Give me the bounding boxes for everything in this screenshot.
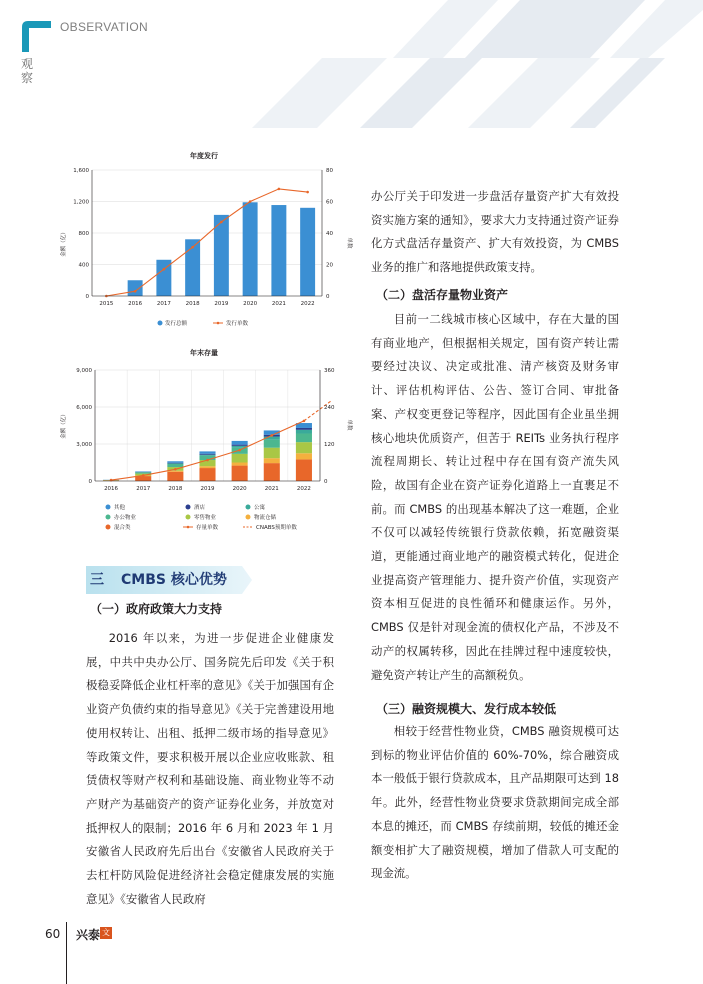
- line-point: [238, 449, 241, 452]
- stacked-bar-segment: [296, 459, 312, 481]
- x-tick-label: 2019: [214, 301, 228, 307]
- stacked-bar-segment: [167, 464, 183, 467]
- legend-swatch: [186, 515, 191, 520]
- y-tick-label-right: 0: [326, 294, 330, 300]
- stacked-bar-segment: [167, 463, 183, 464]
- y-tick-label-right: 240: [324, 405, 335, 411]
- x-tick-label: 2021: [272, 301, 286, 307]
- stacked-bar-segment: [167, 461, 183, 462]
- stacked-bar-segment: [296, 442, 312, 453]
- section-title: CMBS 核心优势: [121, 569, 227, 589]
- chart2-ylabel-left: 金额（亿）: [60, 411, 67, 439]
- legend-label: 混合类: [114, 523, 131, 531]
- stacked-bar-segment: [167, 472, 183, 481]
- right-column-body-2: [371, 308, 619, 687]
- y-tick-label-left: 0: [86, 294, 90, 300]
- chart2-ylabel-right: 单数: [346, 419, 354, 431]
- right-column-body-3: [371, 720, 619, 886]
- y-tick-label-right: 80: [326, 168, 333, 174]
- bar: [243, 202, 258, 296]
- left-column-body: [86, 627, 334, 911]
- stacked-bar-segment: [199, 466, 215, 468]
- stacked-bar-segment: [264, 448, 280, 458]
- line-point: [134, 290, 137, 293]
- legend-label: CNABS预期单数: [256, 523, 297, 531]
- stacked-bar-segment: [296, 428, 312, 430]
- brand-seal-icon: 文: [100, 927, 112, 939]
- legend-label: 零售物业: [194, 513, 217, 521]
- section-vertical-label: 观察: [21, 57, 35, 85]
- y-tick-label-left: 1,200: [73, 200, 89, 206]
- stacked-bar-segment: [264, 463, 280, 481]
- x-tick-label: 2016: [104, 486, 118, 492]
- y-tick-label-left: 400: [79, 263, 90, 269]
- legend-label: 酒店: [194, 503, 206, 511]
- legend-swatch: [106, 505, 111, 510]
- paragraph: 目前一二线城市核心区域中，存在大量的国有商业地产，但根据相关规定，国有资产转让需要经过决议、决定或批准、清产核资及财务审计、评估机构评估、公告、签订合同、审批备案、产权变更登记等程序，因此国有企业虽坐拥核心地块优质资产，但苦于 REITs 业务执行程序流程周期长、转让过程中存在国有资产流失风险，故国有企业在资产证券化道路上一直裹足不前。而 CMBS 的出现基本解决了这一难题，企业不仅可以减轻传统银行贷款依赖，拓宽融资渠道，更能通过商业地产的融资模式转化，促进企业提高资产管理能力、提升资产价值，实现资产资本相互促进的良性循环和健康运作。另外，CMBS 仅是针对现金流的债权化产品，不涉及不动产的权属转移，因此在挂牌过程中速度较快，避免资产转让产生的高额税负。: [371, 308, 619, 687]
- paragraph: 2016 年以来，为进一步促进企业健康发展，中共中央办公厅、国务院先后印发《关于积极稳妥降低企业杠杆率的意见》《关于加强国有企业资产负债约束的指导意见》《关于完善建设用地使用权转让、出租、抵押二级市场的指导意见》等政策文件，要求积极开展以企业应收账款、租赁债权等财产权利和基础设施、商业物业等不动产财产为基础资产的资产证券化业务，并放宽对抵押权人的限制；2016 年 6 月和 2023 年 1 月安徽省人民政府先后出台《安徽省人民政府关于去杠杆防风险促进经济社会稳定健康发展的实施意见》《安徽省人民政府: [86, 627, 334, 911]
- stacked-bar-segment: [199, 455, 215, 456]
- x-tick-label: 2022: [297, 486, 311, 492]
- legend-label: 存量单数: [196, 523, 219, 531]
- stacked-bar-segment: [232, 466, 248, 481]
- y-tick-label-left: 6,000: [76, 405, 92, 411]
- stacked-bar-segment: [296, 430, 312, 434]
- brand-logo: 兴泰: [76, 926, 100, 943]
- x-tick-label: 2022: [301, 301, 315, 307]
- paragraph: 相较于经营性物业贷，CMBS 融资规模可达到标的物业评估价值的 60%-70%，综合融资成本一般低于银行贷款成本，且产品期限可达到 18 年。此外，经营性物业贷要求贷款期间完成全部本息的摊还，而 CMBS 存续前期，较低的摊还金额变相扩大了融资规模，增加了借款人可支配的现金流。: [371, 720, 619, 886]
- legend-label: 物流仓储: [254, 513, 277, 521]
- stacked-bar-segment: [264, 440, 280, 448]
- right-column-top: [371, 185, 619, 280]
- chart1-title: 年度发行: [190, 151, 218, 160]
- line-point: [142, 474, 145, 477]
- x-tick-label: 2020: [233, 486, 247, 492]
- legend-label: 发行总额: [165, 319, 188, 327]
- stacked-bar-segment: [167, 463, 183, 464]
- paragraph: 办公厅关于印发进一步盘活存量资产扩大有效投资实施方案的通知》，要求大力支持通过资产证券化方式盘活存量资产、扩大有效投资，为 CMBS 业务的推广和落地提供政策支持。: [371, 185, 619, 280]
- y-tick-label-right: 0: [324, 479, 328, 485]
- legend-label: 其他: [114, 503, 126, 511]
- bar: [271, 205, 286, 296]
- line-point: [306, 191, 309, 194]
- x-tick-label: 2017: [157, 301, 171, 307]
- legend-label: 公寓: [254, 503, 266, 511]
- legend-label: 发行单数: [226, 319, 249, 327]
- stacked-bar-segment: [199, 451, 215, 453]
- subheading-financing-scale: （三）融资规模大、发行成本较低: [376, 700, 556, 717]
- stacked-bar-segment: [296, 453, 312, 459]
- chart2-title: 年末存量: [190, 348, 218, 357]
- footer-divider: [66, 922, 67, 984]
- bar: [300, 208, 315, 296]
- legend-swatch: [186, 505, 191, 510]
- legend-swatch: [246, 515, 251, 520]
- line-point: [249, 200, 252, 203]
- stacked-bar-segment: [296, 434, 312, 443]
- page-number: 60: [45, 927, 60, 941]
- stacked-bar-segment: [232, 445, 248, 446]
- line-point: [270, 434, 273, 437]
- subheading-policy-support: （一）政府政策大力支持: [90, 600, 222, 617]
- y-tick-label-right: 360: [324, 368, 335, 374]
- legend-swatch: [106, 525, 111, 530]
- line-point: [278, 188, 281, 191]
- section-header-label: OBSERVATION: [60, 20, 148, 34]
- line-point: [220, 221, 223, 224]
- legend-swatch: [106, 515, 111, 520]
- stacked-bar-segment: [264, 458, 280, 463]
- x-tick-label: 2019: [201, 486, 215, 492]
- line-point: [191, 246, 194, 249]
- y-tick-label-right: 60: [326, 200, 333, 206]
- x-tick-label: 2017: [136, 486, 150, 492]
- year-end-stock-chart: [60, 345, 360, 545]
- line-point: [206, 459, 209, 462]
- annual-issuance-chart: [60, 148, 360, 333]
- decorative-parallelograms: [220, 0, 703, 130]
- legend-swatch: [158, 321, 163, 326]
- y-tick-label-left: 800: [79, 231, 90, 237]
- line-point: [163, 268, 166, 271]
- x-tick-label: 2020: [243, 301, 257, 307]
- section-number: 三: [90, 569, 104, 589]
- x-tick-label: 2018: [186, 301, 200, 307]
- stacked-bar-segment: [232, 441, 248, 445]
- bar: [128, 280, 143, 296]
- x-tick-label: 2015: [99, 301, 113, 307]
- y-tick-label-right: 120: [324, 442, 335, 448]
- corner-accent-icon: [22, 21, 51, 52]
- y-tick-label-right: 20: [326, 263, 333, 269]
- stacked-bar-segment: [199, 454, 215, 455]
- stacked-bar-segment: [232, 454, 248, 463]
- x-tick-label: 2021: [265, 486, 279, 492]
- chart1-ylabel-left: 金额（亿）: [60, 229, 67, 257]
- subheading-revitalize-assets: （二）盘活存量物业资产: [376, 286, 508, 303]
- y-tick-label-left: 3,000: [76, 442, 92, 448]
- line-point: [174, 468, 177, 471]
- stacked-bar-segment: [232, 463, 248, 466]
- legend-swatch: [246, 505, 251, 510]
- y-tick-label-left: 1,600: [73, 168, 89, 174]
- y-tick-label-left: 9,000: [76, 368, 92, 374]
- stacked-bar-segment: [199, 468, 215, 481]
- y-tick-label-right: 40: [326, 231, 333, 237]
- legend-swatch-point: [187, 526, 190, 529]
- y-tick-label-left: 0: [89, 479, 93, 485]
- x-tick-label: 2016: [128, 301, 142, 307]
- chart1-ylabel-right: 单数: [346, 237, 354, 249]
- legend-swatch-point: [217, 322, 220, 325]
- x-tick-label: 2018: [168, 486, 182, 492]
- legend-label: 办公物业: [114, 513, 137, 521]
- stacked-bar-segment: [135, 472, 151, 473]
